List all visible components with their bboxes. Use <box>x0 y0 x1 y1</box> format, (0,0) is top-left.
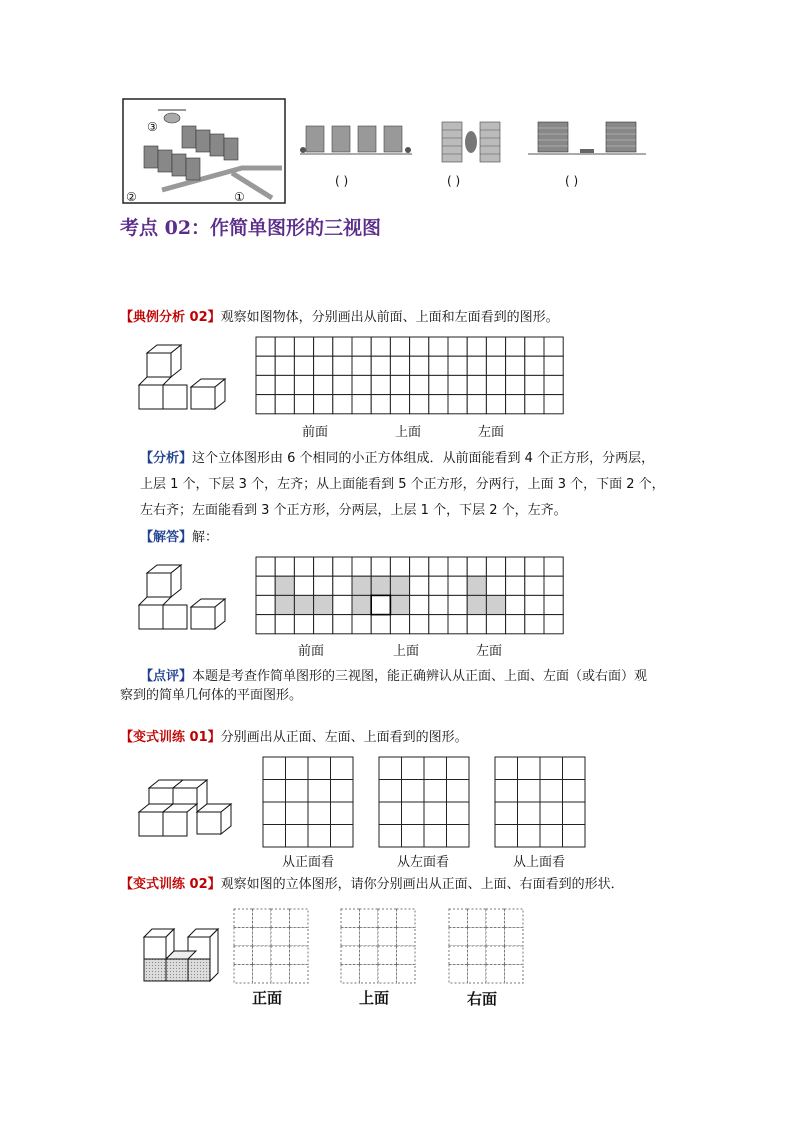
grid-cell <box>352 576 371 595</box>
grid-cell <box>333 595 352 614</box>
grid-cell <box>256 337 275 356</box>
grid-cell <box>352 615 371 634</box>
drill1-grid-top <box>494 756 586 848</box>
grid-cell <box>449 946 468 965</box>
grid-cell <box>410 395 429 414</box>
drill1-label-front: 从正面看 <box>282 855 335 870</box>
grid-cell <box>275 615 294 634</box>
grid-cell <box>544 576 563 595</box>
grid-cell <box>525 395 544 414</box>
analysis-line-2: 上层 1 个，下层 3 个，左齐；从上面能看到 5 个正方形，分两行，上面 3 个，下面 2 个， <box>140 477 665 492</box>
grid-cell <box>275 557 294 576</box>
grid-cell <box>424 802 447 825</box>
grid-cell <box>518 757 541 780</box>
grid-cell <box>506 375 525 394</box>
drill1-label-top: 从上面看 <box>513 855 566 870</box>
grid-cell <box>468 909 487 928</box>
drill2-tag: 【变式训练 02】 <box>120 877 221 892</box>
grid-cell <box>253 909 272 928</box>
grid-cell <box>467 595 486 614</box>
grid-cell <box>314 595 333 614</box>
grid-cell <box>505 909 524 928</box>
grid-cell <box>486 395 505 414</box>
grid-cell <box>371 576 390 595</box>
section-title: 考点 02：作简单图形的三视图 <box>120 217 382 239</box>
grid-cell <box>486 965 505 984</box>
grid-cell <box>290 946 309 965</box>
grid-cell <box>275 595 294 614</box>
drill1-label-left: 从左面看 <box>397 855 450 870</box>
grid-cell <box>410 595 429 614</box>
view-option-image-2 <box>440 120 502 164</box>
grid-cell <box>390 576 409 595</box>
grid-cell <box>331 780 354 803</box>
drill1-grid-front <box>262 756 354 848</box>
grid-cell <box>379 825 402 848</box>
grid-cell <box>352 375 371 394</box>
grid-cell <box>486 557 505 576</box>
grid-cell <box>486 375 505 394</box>
grid-cell <box>518 802 541 825</box>
grid-cell <box>352 395 371 414</box>
grid-cell <box>540 757 563 780</box>
grid-cell <box>467 395 486 414</box>
grid-cell <box>429 595 448 614</box>
drill2-grid-top <box>340 908 416 984</box>
grid-cell <box>447 802 470 825</box>
view-option-image-3 <box>528 118 646 162</box>
grid-cell <box>294 356 313 375</box>
grid-cell <box>275 395 294 414</box>
viewpoint-label-2: ② <box>126 190 137 204</box>
grid-cell <box>341 965 360 984</box>
grid-cell <box>397 946 416 965</box>
blank-2[interactable]: ( ) <box>447 174 461 188</box>
grid-cell <box>256 395 275 414</box>
grid-cell <box>371 375 390 394</box>
grid-cell <box>429 395 448 414</box>
grid-cell <box>308 802 331 825</box>
grid-cell <box>352 337 371 356</box>
comment-block <box>120 669 648 703</box>
grid-cell <box>544 595 563 614</box>
grid-cell <box>333 557 352 576</box>
grid-cell <box>486 576 505 595</box>
grid-cell <box>271 946 290 965</box>
answer-grid-solution <box>255 556 565 634</box>
grid-cell <box>429 557 448 576</box>
drill1-question: 分别画出从正面、左面、上面看到的图形。 <box>220 730 468 745</box>
grid-cell <box>253 965 272 984</box>
drill2-grid-right <box>448 908 524 984</box>
grid-cell <box>371 615 390 634</box>
grid-cell <box>544 356 563 375</box>
analysis-tag: 【分析】 <box>140 451 193 466</box>
drill2-label-right: 右面 <box>467 990 498 1008</box>
grid-cell <box>275 375 294 394</box>
grid-cell <box>290 965 309 984</box>
grid-cell <box>486 595 505 614</box>
drill1-grid-left <box>378 756 470 848</box>
grid-cell <box>352 595 371 614</box>
grid-cell <box>234 928 253 947</box>
grid-cell <box>294 576 313 595</box>
grid-cell <box>379 780 402 803</box>
grid-cell <box>275 337 294 356</box>
grid-cell <box>333 576 352 595</box>
grid-cell <box>505 946 524 965</box>
grid-cell <box>544 395 563 414</box>
grid-cell <box>256 615 275 634</box>
grid-cell <box>518 825 541 848</box>
grid-cell <box>486 928 505 947</box>
grid-cell <box>275 576 294 595</box>
cube-figure-drill1 <box>137 768 237 838</box>
grid-cell <box>447 780 470 803</box>
grid-cell <box>448 615 467 634</box>
grid-cell <box>253 946 272 965</box>
grid-cell <box>402 780 425 803</box>
grid-cell <box>294 375 313 394</box>
cube-figure-example <box>137 343 233 413</box>
grid-cell <box>290 928 309 947</box>
grid-cell <box>544 557 563 576</box>
grid-cell <box>256 595 275 614</box>
grid-cell <box>540 802 563 825</box>
grid-cell <box>540 825 563 848</box>
grid-cell <box>429 375 448 394</box>
grid-cell <box>314 337 333 356</box>
grid-cell <box>506 557 525 576</box>
grid-cell <box>525 557 544 576</box>
drill2-question: 观察如图的立体图形，请你分别画出从正面、上面、右面看到的形状． <box>220 877 624 892</box>
answer-tag: 【解答】 <box>140 530 193 545</box>
grid-cell <box>449 965 468 984</box>
grid-cell <box>378 965 397 984</box>
view-option-image-1 <box>300 118 412 162</box>
grid-cell <box>449 928 468 947</box>
answer-text: 解： <box>192 530 219 545</box>
grid-cell <box>448 557 467 576</box>
grid-cell <box>371 595 390 614</box>
grid-cell <box>506 615 525 634</box>
grid-label-top: 上面 <box>395 425 422 440</box>
grid-cell <box>525 337 544 356</box>
grid-cell <box>447 825 470 848</box>
grid-cell <box>486 337 505 356</box>
grid-cell <box>331 802 354 825</box>
grid-cell <box>360 965 379 984</box>
grid-cell <box>563 757 586 780</box>
grid-label-left: 左面 <box>478 425 505 440</box>
grid-cell <box>331 825 354 848</box>
viewpoint-label-3: ③ <box>147 120 158 134</box>
grid-cell <box>256 356 275 375</box>
grid-cell <box>379 757 402 780</box>
grid-cell <box>506 576 525 595</box>
comment-line-1: 本题是考查作简单图形的三视图，能正确辨认从正面、上面、左面（或右面）观 <box>192 669 648 684</box>
grid-cell <box>263 802 286 825</box>
grid-cell <box>424 780 447 803</box>
answer-label-top: 上面 <box>393 644 420 659</box>
grid-cell <box>467 375 486 394</box>
grid-cell <box>294 557 313 576</box>
grid-cell <box>397 909 416 928</box>
grid-cell <box>410 375 429 394</box>
grid-cell <box>360 928 379 947</box>
grid-cell <box>518 780 541 803</box>
grid-cell <box>341 909 360 928</box>
grid-cell <box>294 595 313 614</box>
example-question-line <box>120 311 559 324</box>
grid-cell <box>333 375 352 394</box>
grid-cell <box>505 928 524 947</box>
grid-cell <box>378 909 397 928</box>
drill2-label-front: 正面 <box>252 989 283 1007</box>
grid-cell <box>331 757 354 780</box>
blank-3[interactable]: ( ) <box>565 174 579 188</box>
answer-line <box>140 531 218 544</box>
grid-cell <box>390 395 409 414</box>
grid-cell <box>402 825 425 848</box>
grid-cell <box>308 757 331 780</box>
grid-cell <box>467 557 486 576</box>
drill2-question-line <box>120 878 624 891</box>
grid-cell <box>563 802 586 825</box>
grid-cell <box>544 337 563 356</box>
grid-cell <box>290 909 309 928</box>
grid-cell <box>314 375 333 394</box>
grid-cell <box>263 757 286 780</box>
grid-cell <box>253 928 272 947</box>
grid-cell <box>486 356 505 375</box>
grid-cell <box>397 928 416 947</box>
grid-cell <box>371 557 390 576</box>
grid-cell <box>378 946 397 965</box>
grid-cell <box>410 356 429 375</box>
answer-label-left: 左面 <box>476 644 503 659</box>
comment-tag: 【点评】 <box>140 669 193 684</box>
grid-cell <box>544 375 563 394</box>
grid-label-front: 前面 <box>302 425 329 440</box>
grid-cell <box>390 595 409 614</box>
grid-cell <box>525 576 544 595</box>
grid-cell <box>314 615 333 634</box>
grid-cell <box>448 576 467 595</box>
grid-cell <box>294 337 313 356</box>
grid-cell <box>410 337 429 356</box>
grid-cell <box>333 615 352 634</box>
grid-cell <box>333 356 352 375</box>
grid-cell <box>448 595 467 614</box>
grid-cell <box>275 356 294 375</box>
grid-cell <box>390 557 409 576</box>
grid-cell <box>544 615 563 634</box>
analysis-line-1: 这个立体图形由 6 个相同的小正方体组成．从前面能看到 4 个正方形，分两层， <box>192 451 655 466</box>
grid-cell <box>379 802 402 825</box>
grid-cell <box>525 595 544 614</box>
grid-cell <box>563 825 586 848</box>
grid-cell <box>314 557 333 576</box>
grid-cell <box>468 946 487 965</box>
grid-cell <box>263 825 286 848</box>
grid-cell <box>467 337 486 356</box>
grid-cell <box>467 356 486 375</box>
grid-cell <box>341 928 360 947</box>
grid-cell <box>378 928 397 947</box>
example-question: 观察如图物体，分别画出从前面、上面和左面看到的图形。 <box>220 310 559 325</box>
drill1-question-line <box>120 731 468 744</box>
viewpoint-label-1: ① <box>234 190 245 204</box>
answer-label-front: 前面 <box>298 644 325 659</box>
grid-cell <box>505 965 524 984</box>
grid-cell <box>390 615 409 634</box>
grid-cell <box>486 615 505 634</box>
grid-cell <box>468 965 487 984</box>
grid-cell <box>424 825 447 848</box>
grid-cell <box>390 375 409 394</box>
grid-cell <box>495 757 518 780</box>
grid-cell <box>506 595 525 614</box>
grid-cell <box>256 576 275 595</box>
grid-cell <box>506 356 525 375</box>
grid-cell <box>234 946 253 965</box>
grid-cell <box>314 395 333 414</box>
analysis-line-3: 左右齐；左面能看到 3 个正方形，分两层，上层 1 个，下层 2 个，左齐。 <box>140 503 567 518</box>
grid-cell <box>424 757 447 780</box>
grid-cell <box>540 780 563 803</box>
grid-cell <box>525 356 544 375</box>
analysis-block <box>140 452 665 517</box>
grid-cell <box>256 557 275 576</box>
grid-cell <box>333 337 352 356</box>
example-tag: 【典例分析 02】 <box>120 310 221 325</box>
grid-cell <box>234 909 253 928</box>
grid-cell <box>397 965 416 984</box>
grid-cell <box>486 909 505 928</box>
grid-cell <box>410 557 429 576</box>
grid-cell <box>286 825 309 848</box>
grid-cell <box>271 965 290 984</box>
grid-cell <box>410 576 429 595</box>
grid-cell <box>429 356 448 375</box>
grid-cell <box>467 615 486 634</box>
grid-cell <box>360 909 379 928</box>
grid-cell <box>390 337 409 356</box>
grid-cell <box>234 965 253 984</box>
grid-cell <box>495 825 518 848</box>
blank-1[interactable]: ( ) <box>335 174 349 188</box>
grid-cell <box>256 375 275 394</box>
drill2-label-top: 上面 <box>359 989 390 1007</box>
grid-cell <box>371 395 390 414</box>
grid-cell <box>563 780 586 803</box>
grid-cell <box>360 946 379 965</box>
grid-cell <box>448 395 467 414</box>
grid-cell <box>467 576 486 595</box>
grid-cell <box>448 337 467 356</box>
grid-cell <box>506 395 525 414</box>
grid-cell <box>429 576 448 595</box>
grid-cell <box>449 909 468 928</box>
grid-cell <box>308 825 331 848</box>
grid-cell <box>263 780 286 803</box>
grid-cell <box>448 375 467 394</box>
grid-cell <box>468 928 487 947</box>
grid-cell <box>352 557 371 576</box>
grid-cell <box>371 337 390 356</box>
grid-cell <box>525 375 544 394</box>
grid-cell <box>294 615 313 634</box>
grid-cell <box>314 576 333 595</box>
drill2-grid-front <box>233 908 309 984</box>
grid-cell <box>448 356 467 375</box>
grid-cell <box>506 337 525 356</box>
drill1-tag: 【变式训练 01】 <box>120 730 221 745</box>
grid-cell <box>429 615 448 634</box>
grid-cell <box>352 356 371 375</box>
grid-cell <box>525 615 544 634</box>
grid-cell <box>308 780 331 803</box>
grid-cell <box>371 356 390 375</box>
grid-cell <box>271 909 290 928</box>
grid-cell <box>286 780 309 803</box>
grid-cell <box>495 780 518 803</box>
grid-cell <box>341 946 360 965</box>
cube-figure-answer <box>137 563 233 633</box>
grid-cell <box>314 356 333 375</box>
grid-cell <box>410 615 429 634</box>
answer-grid-example <box>255 336 565 414</box>
grid-cell <box>286 802 309 825</box>
comment-line-2: 察到的简单几何体的平面图形。 <box>120 688 303 703</box>
buildings-scene-image <box>122 98 286 204</box>
grid-cell <box>429 337 448 356</box>
grid-cell <box>447 757 470 780</box>
grid-cell <box>333 395 352 414</box>
grid-cell <box>271 928 290 947</box>
grid-cell <box>402 757 425 780</box>
grid-cell <box>294 395 313 414</box>
grid-cell <box>402 802 425 825</box>
grid-cell <box>286 757 309 780</box>
grid-cell <box>495 802 518 825</box>
cube-figure-drill2 <box>142 925 220 985</box>
grid-cell <box>390 356 409 375</box>
grid-cell <box>486 946 505 965</box>
